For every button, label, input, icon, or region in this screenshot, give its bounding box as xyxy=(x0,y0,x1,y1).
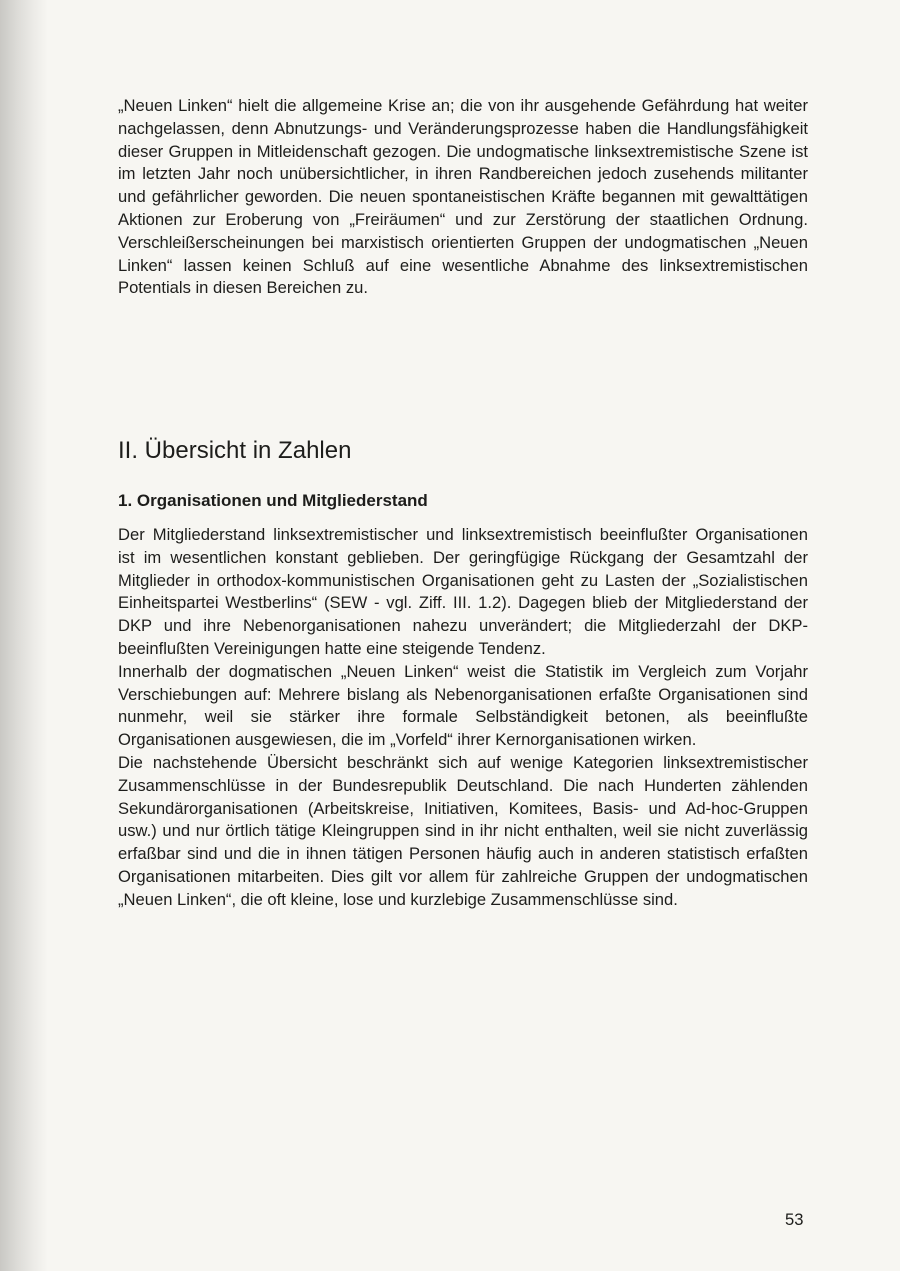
page-number: 53 xyxy=(785,1210,804,1229)
body-text-block xyxy=(118,524,808,912)
intro-paragraph: „Neuen Linken“ hielt die allgemeine Krise an; die von ihr ausgehende Gefährdung hat weiter nachgelassen, denn Abnutzungs- und Veränderungsprozesse haben die Handlungsfähigkeit dieser Gruppen in Mitleidenschaft gezogen. Die undogmatische linksextremistische Szene ist im letzten Jahr noch unübersichtlicher, in ihren Randbereichen jedoch zusehends militanter und gefährlicher geworden. Die neuen spontaneistischen Kräfte begannen mit gewalttätigen Aktionen zur Eroberung von „Freiräumen“ und zur Zerstörung der staatlichen Ordnung. Verschleißerscheinungen bei marxistisch orientierten Gruppen der undogmatischen „Neuen Linken“ lassen keinen Schluß auf eine wesentliche Abnahme des linksextremistischen Potentials in diesen Bereichen zu. xyxy=(118,96,808,298)
binding-shadow xyxy=(0,0,48,1271)
intro-text-block xyxy=(118,95,808,300)
body-paragraph: Die nachstehende Übersicht beschränkt sich auf wenige Kategorien linksextremistischer Zusammenschlüsse in der Bundesrepublik Deutschland. Die nach Hunderten zählenden Sekundärorganisationen (Arbeitskreise, Initiativen, Komitees, Basis- und Ad-hoc-Gruppen usw.) und nur örtlich tätige Kleingruppen sind in ihr nicht enthalten, weil sie nicht zuverlässig erfaßbar sind und die in ihnen tätigen Personen häufig auch in anderen statistisch erfaßten Organisationen mitarbeiten. Dies gilt vor allem für zahlreiche Gruppen der undogmatischen „Neuen Linken“, die oft kleine, lose und kurzlebige Zusammenschlüsse sind. xyxy=(118,752,808,909)
subsection-heading: 1. Organisationen und Mitgliederstand xyxy=(118,491,428,510)
section-heading: II. Übersicht in Zahlen xyxy=(118,437,352,464)
body-paragraph: Der Mitgliederstand linksextremistischer und linksextremistisch beeinflußter Organisationen ist im wesentlichen konstant geblieben. Der geringfügige Rückgang der Gesamtzahl der Mitglieder in orthodox-kommunistischen Organisationen geht zu Lasten der „Sozialistischen Einheitspartei Westberlins“ (SEW - vgl. Ziff. III. 1.2). Dagegen blieb der Mitgliederstand der DKP und ihre Nebenorganisationen nahezu unverändert; die Mitgliederzahl der DKP-beeinflußten Vereinigungen hatte eine steigende Tendenz. xyxy=(118,525,808,658)
body-paragraph: Innerhalb der dogmatischen „Neuen Linken“ weist die Statistik im Vergleich zum Vorjahr Verschiebungen auf: Mehrere bislang als Nebenorganisationen erfaßte Organisationen sind nunmehr, weil sie stärker ihre formale Selbständigkeit betonen, als beeinflußte Organisationen ausgewiesen, die im „Vorfeld“ ihrer Kernorganisationen wirken. xyxy=(118,661,808,750)
